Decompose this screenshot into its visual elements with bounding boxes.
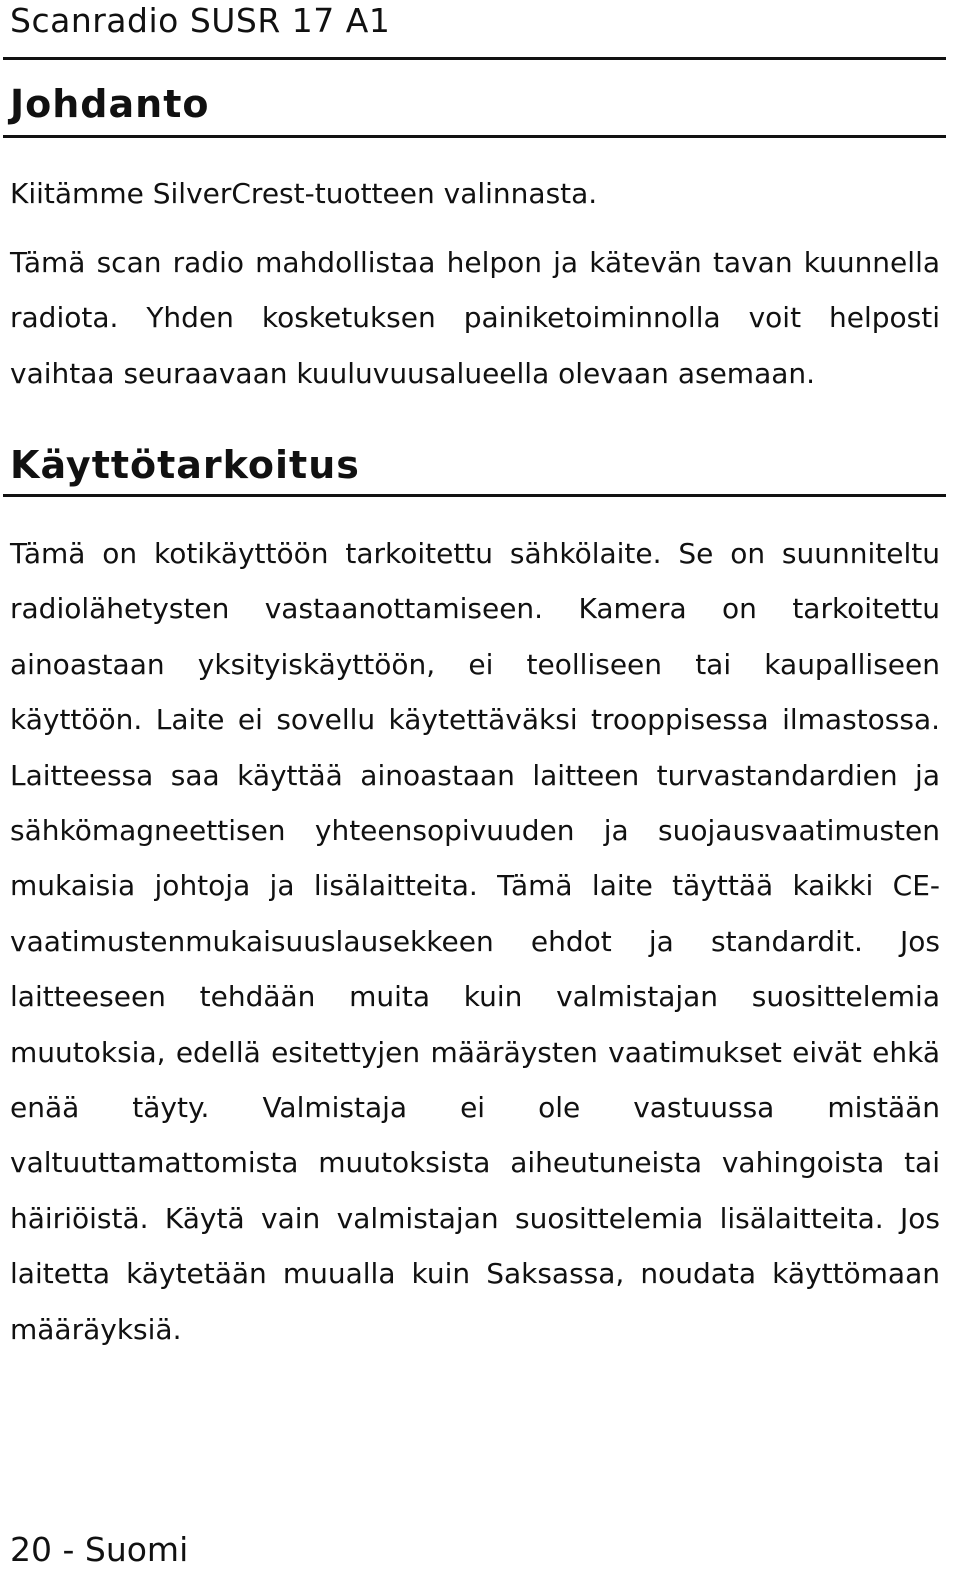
page-footer: 20 - Suomi: [10, 1530, 189, 1569]
intro-paragraph-1: Kiitämme SilverCrest-tuotteen valinnasta.: [10, 177, 598, 210]
section-rule-kayttotarkoitus: [3, 494, 946, 497]
section-rule-johdanto: [3, 135, 946, 138]
section-heading-johdanto: Johdanto: [10, 82, 210, 126]
document-header: Scanradio SUSR 17 A1: [10, 1, 391, 40]
header-rule: [3, 57, 946, 60]
purpose-paragraph: Tämä on kotikäyttöön tarkoitettu sähkölaite. Se on suunniteltu radiolähetysten vastaanottamiseen. Kamera on tarkoitettu ainoastaan yksityiskäyttöön, ei teolliseen tai kaupalliseen käyttöön. Laite ei sovellu käytettäväksi trooppisessa ilmastossa. Laitteessa saa käyttää ainoastaan laitteen turvastandardien ja sähkömagneettisen yhteensopivuuden ja suojausvaatimusten mukaisia johtoja ja lisälaitteita. Tämä laite täyttää kaikki CE-vaatimustenmukaisuuslausekkeen ehdot ja standardit. Jos laitteeseen tehdään muita kuin valmistajan suosittelemia muutoksia, edellä esitettyjen määräysten vaatimukset eivät ehkä enää täyty. Valmistaja ei ole vastuussa mistään valtuuttamattomista muutoksista aiheutuneista vahingoista tai häiriöistä. Käytä vain valmistajan suosittelemia lisälaitteita. Jos laitetta käytetään muualla kuin Saksassa, noudata käyttömaan määräyksiä.: [10, 537, 940, 1346]
section-heading-kayttotarkoitus: Käyttötarkoitus: [10, 443, 360, 487]
intro-paragraph-2: Tämä scan radio mahdollistaa helpon ja kätevän tavan kuunnella radiota. Yhden kosketuksen painiketoiminnolla voit helposti vaihtaa seuraavaan kuuluvuusalueella olevaan asemaan.: [10, 246, 940, 390]
